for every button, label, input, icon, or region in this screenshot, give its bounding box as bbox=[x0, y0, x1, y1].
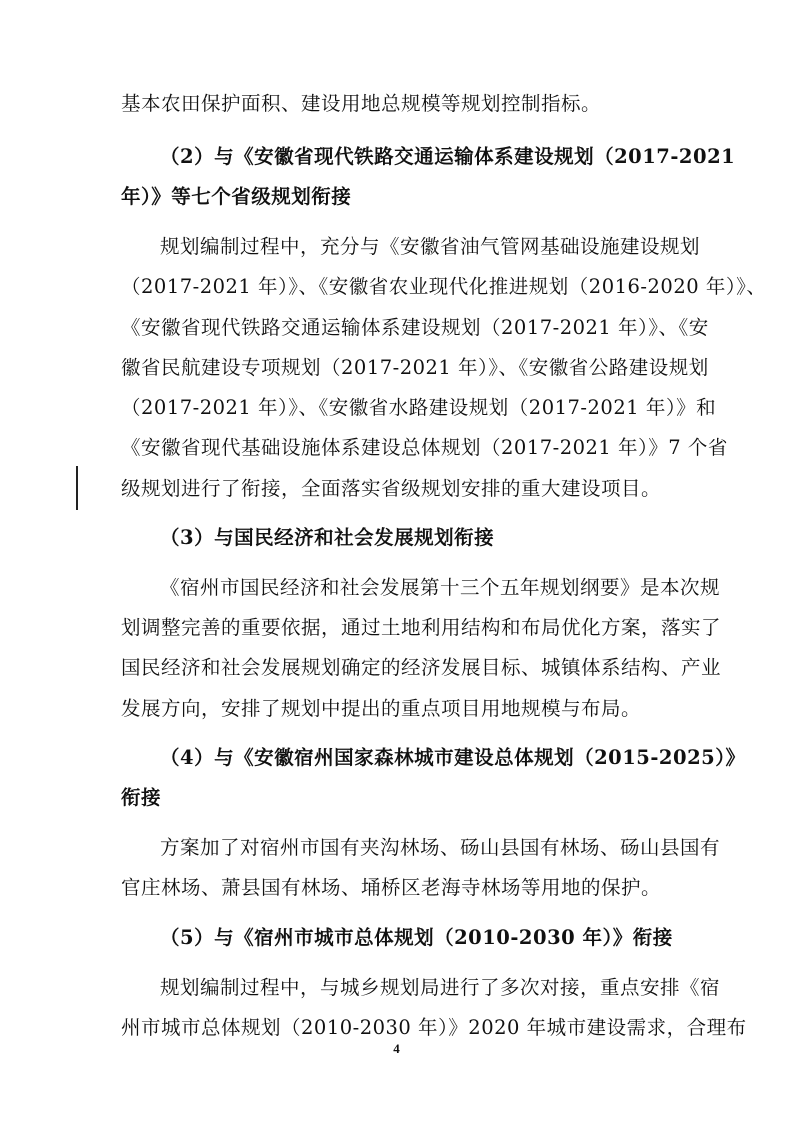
paragraph-line: 《安徽省现代基础设施体系建设总体规划（2017-2021 年）》7 个省 bbox=[121, 436, 728, 459]
paragraph-line: 级规划进行了衔接，全面落实省级规划安排的重大建设项目。 bbox=[121, 477, 662, 500]
revision-change-bar bbox=[76, 466, 78, 510]
section-heading-line: 衔接 bbox=[121, 786, 162, 809]
paragraph-line: 州市城市总体规划（2010-2030 年）》2020 年城市建设需求，合理布 bbox=[121, 1016, 747, 1039]
paragraph-line: 国民经济和社会发展规划确定的经济发展目标、城镇体系结构、产业 bbox=[121, 656, 722, 679]
paragraph-line: 划调整完善的重要依据，通过土地利用结构和布局优化方案，落实了 bbox=[121, 616, 722, 639]
section-heading-line: （2）与《安徽省现代铁路交通运输体系建设规划（2017-2021 bbox=[160, 145, 736, 168]
paragraph-line: 规划编制过程中，充分与《安徽省油气管网基础设施建设规划 bbox=[160, 235, 701, 258]
paragraph-line: 方案加了对宿州市国有夹沟林场、砀山县国有林场、砀山县国有 bbox=[160, 836, 721, 859]
paragraph-line: 规划编制过程中，与城乡规划局进行了多次对接，重点安排《宿 bbox=[160, 976, 721, 999]
paragraph-line: 发展方向，安排了规划中提出的重点项目用地规模与布局。 bbox=[121, 697, 642, 720]
page-number: 4 bbox=[393, 1041, 400, 1056]
paragraph-line: 《宿州市国民经济和社会发展第十三个五年规划纲要》是本次规 bbox=[160, 576, 721, 599]
paragraph-line: （2017-2021 年）》、《安徽省水路建设规划（2017-2021 年）》和 bbox=[121, 396, 717, 419]
section-heading-line: （3）与国民经济和社会发展规划衔接 bbox=[160, 526, 495, 549]
paragraph-line: （2017-2021 年）》、《安徽省农业现代化推进规划（2016-2020 年）》、 bbox=[121, 275, 767, 298]
paragraph-line: 《安徽省现代铁路交通运输体系建设规划（2017-2021 年）》、《安 bbox=[121, 316, 709, 339]
paragraph-line: 基本农田保护面积、建设用地总规模等规划控制指标。 bbox=[121, 92, 602, 115]
section-heading-line: （4）与《安徽宿州国家森林城市建设总体规划（2015-2025）》 bbox=[160, 746, 746, 769]
paragraph-line: 徽省民航建设专项规划（2017-2021 年）》、《安徽省公路建设规划 bbox=[121, 356, 709, 379]
section-heading-line: 年）》等七个省级规划衔接 bbox=[121, 185, 352, 208]
section-heading-line: （5）与《宿州市城市总体规划（2010-2030 年）》衔接 bbox=[160, 926, 673, 949]
paragraph-line: 官庄林场、萧县国有林场、埇桥区老海寺林场等用地的保护。 bbox=[121, 876, 662, 899]
